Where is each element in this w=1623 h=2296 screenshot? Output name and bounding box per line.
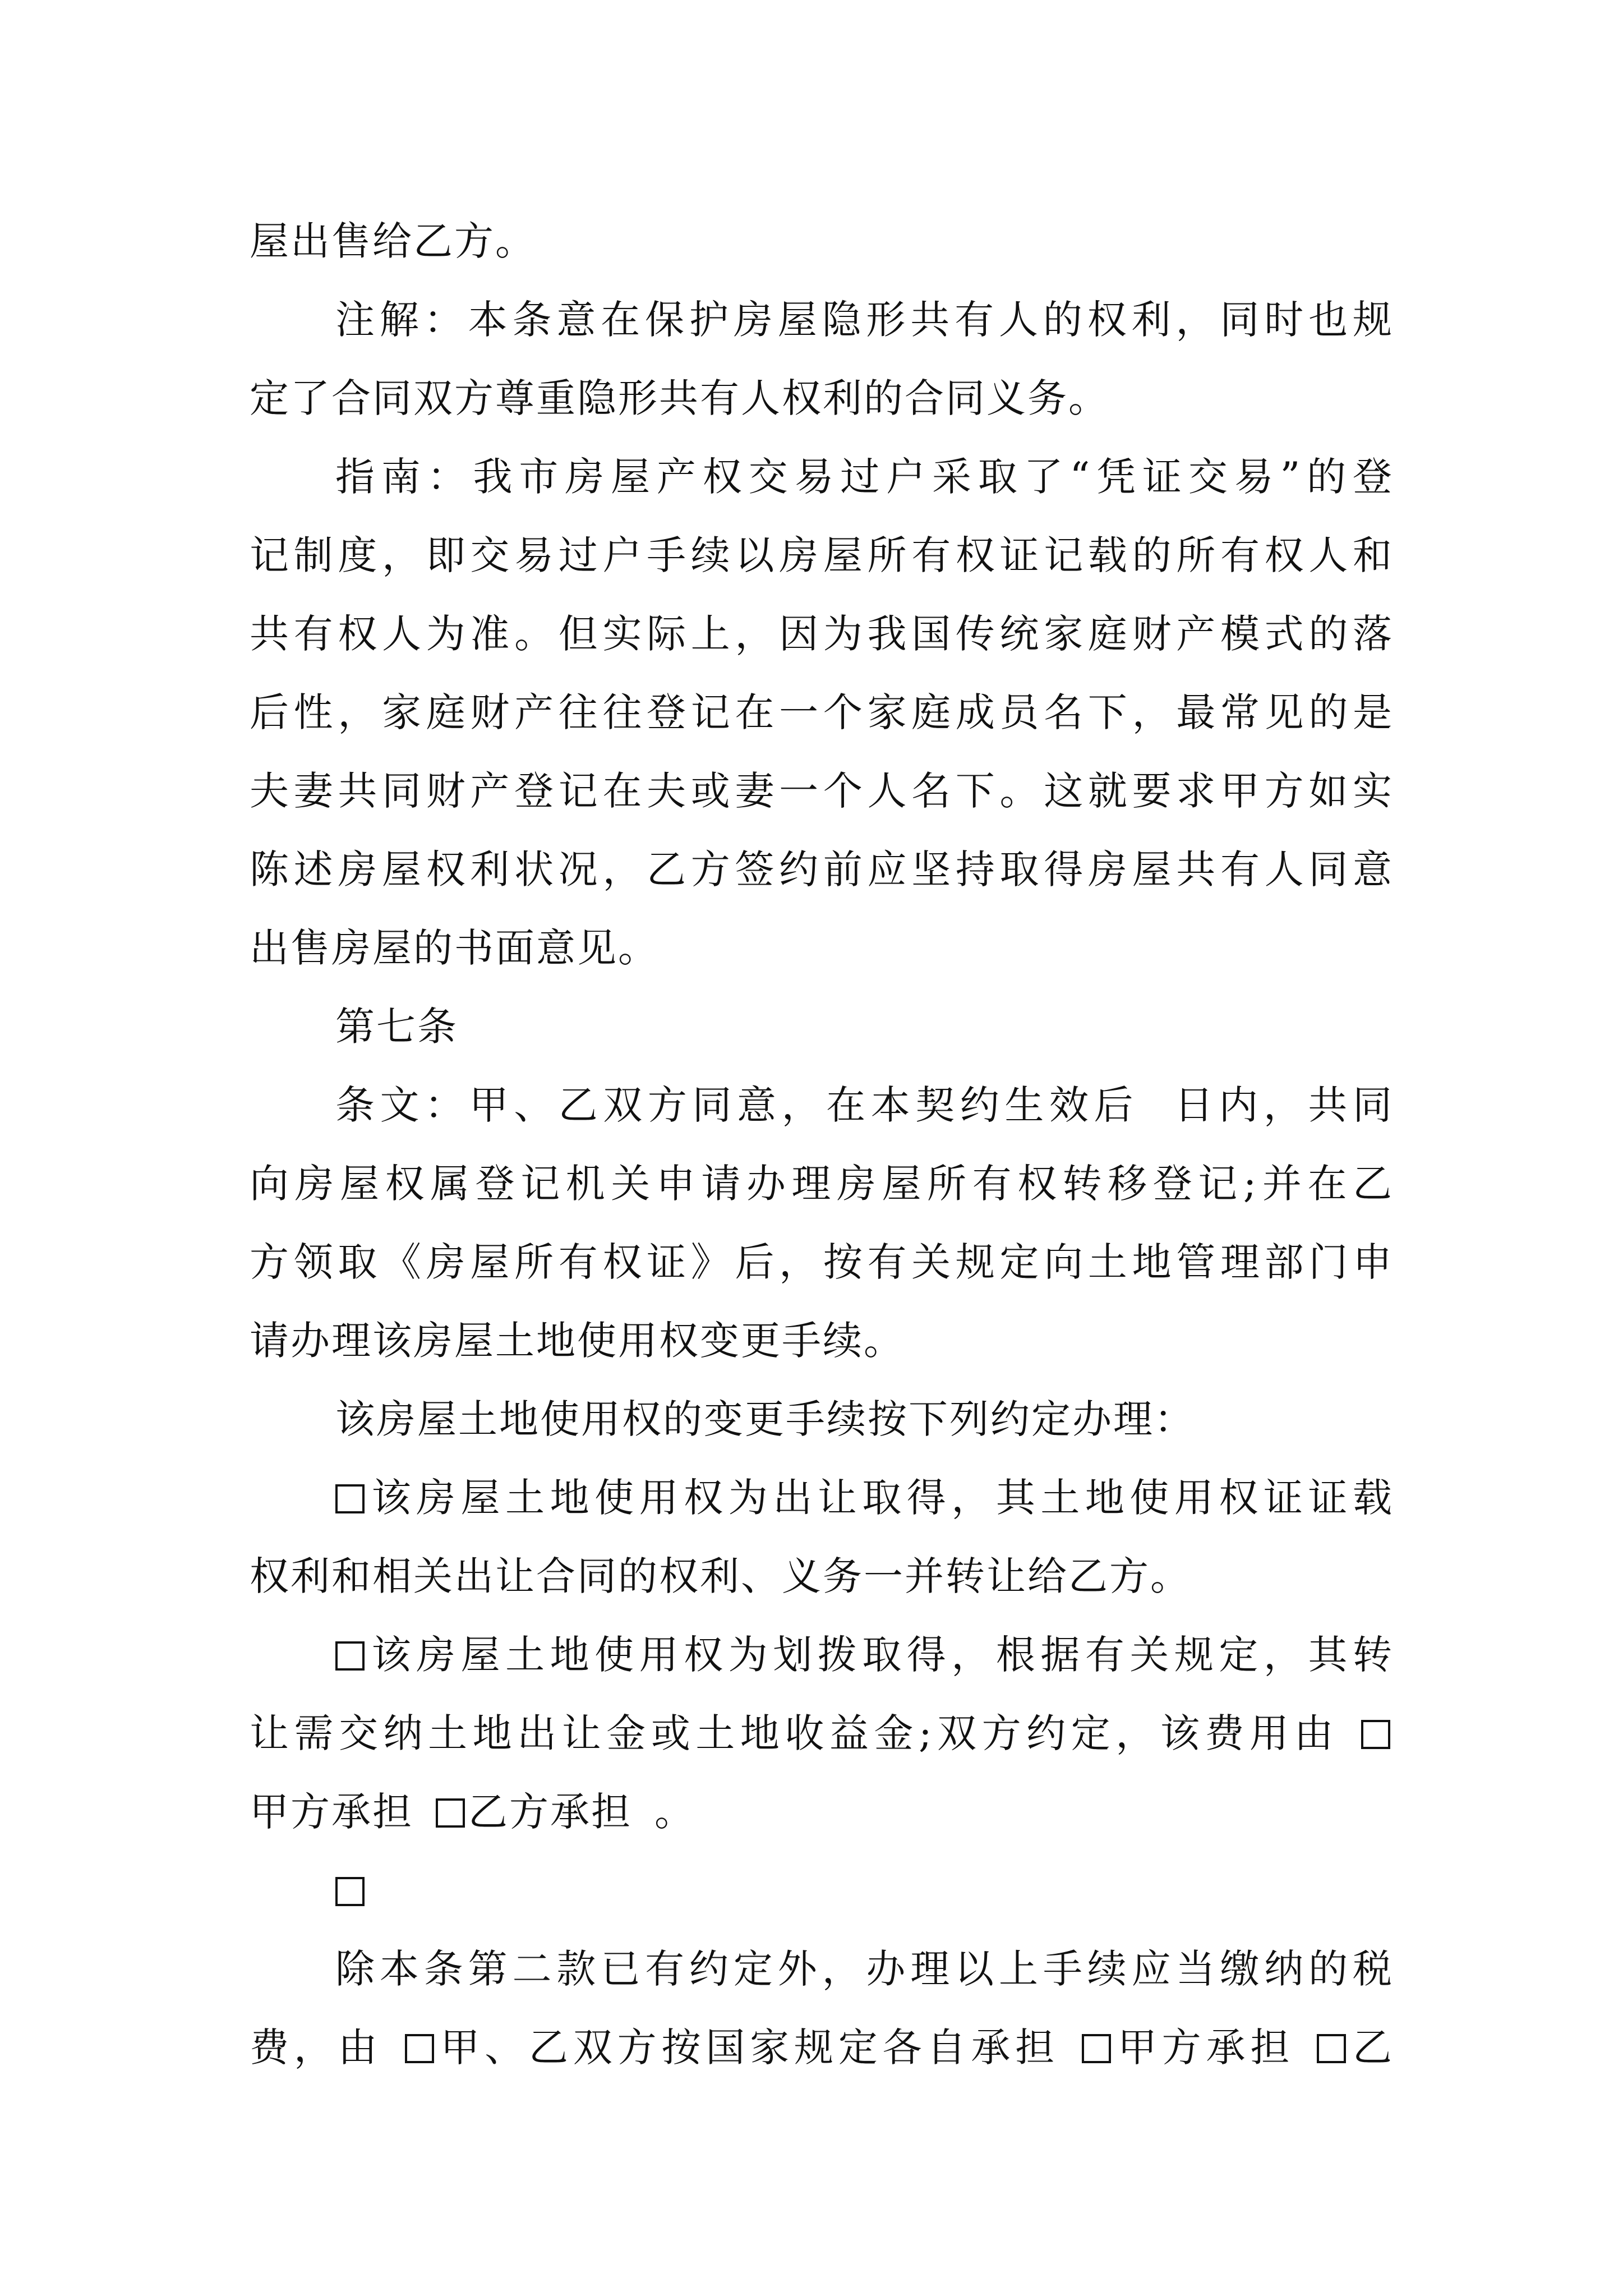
article-heading: 第七条 xyxy=(335,1004,458,1050)
checkbox-land-allocation[interactable] xyxy=(335,1641,365,1671)
tax-party-b-label: 乙 xyxy=(1349,2024,1394,2070)
checkbox-tax-party-b[interactable] xyxy=(1317,2034,1346,2063)
text-line-12: 条文：甲、乙双方同意，在本契约生效后 日内，共同 xyxy=(335,1082,1394,1128)
party-b-bears-fee-label: 乙方承担 xyxy=(468,1789,632,1835)
text-line-2: 注解：本条意在保护房屋隐形共有人的权利，同时也规 xyxy=(335,297,1394,343)
option-land-allocation-line-1 xyxy=(335,1621,1394,1688)
tax-party-a-label: 甲方承担 xyxy=(1114,2024,1295,2070)
text-line-8: 夫妻共同财产登记在夫或妻一个人名下。这就要求甲方如实 xyxy=(250,768,1394,814)
text-line-3: 定了合同双方尊重隐形共有人权利的合同义务。 xyxy=(250,375,1109,421)
option-land-allocation-label: 该房屋土地使用权为划拨取得，根据有关规定，其转 xyxy=(368,1632,1394,1678)
option-land-allocation-text: 让需交纳土地出让金或土地收益金;双方约定，该费用由 xyxy=(250,1710,1339,1756)
party-a-bears-fee-label: 甲方承担 xyxy=(250,1789,413,1835)
option-land-transfer-line-1 xyxy=(335,1464,1394,1531)
text-line-tax-1: 除本条第二款已有约定外，办理以上手续应当缴纳的税 xyxy=(335,1946,1394,1992)
option-land-transfer-line-2: 权利和相关出让合同的权利、义务一并转让给乙方。 xyxy=(250,1553,1191,1599)
checkbox-land-transfer[interactable] xyxy=(335,1484,365,1513)
checkbox-party-a-bears-fee[interactable] xyxy=(1361,1720,1390,1749)
text-line-15: 请办理该房屋土地使用权变更手续。 xyxy=(250,1318,905,1364)
text-line-14: 方领取《房屋所有权证》后，按有关规定向土地管理部门申 xyxy=(250,1239,1394,1285)
line-end-period: 。 xyxy=(654,1789,695,1835)
text-line-7: 后性，家庭财产往往登记在一个家庭成员名下，最常见的是 xyxy=(250,689,1394,735)
option-land-allocation-line-3 xyxy=(250,1778,1394,1846)
checkbox-party-b-bears-fee[interactable] xyxy=(436,1798,465,1828)
checkbox-tax-each-party[interactable] xyxy=(405,2034,434,2063)
tax-each-party-label: 甲、乙双方按国家规定各自承担 xyxy=(437,2024,1059,2070)
text-line-4: 指南：我市房屋产权交易过户采取了“凭证交易”的登 xyxy=(335,454,1394,500)
text-line-tax-2 xyxy=(250,2014,1394,2081)
text-line-10: 出售房屋的书面意见。 xyxy=(250,925,659,971)
text-line-1: 屋出售给乙方。 xyxy=(250,218,536,264)
text-line-13: 向房屋权属登记机关申请办理房屋所有权转移登记;并在乙 xyxy=(250,1161,1394,1207)
text-line-9: 陈述房屋权利状况，乙方签约前应坚持取得房屋共有人同意 xyxy=(250,846,1394,892)
text-line-16: 该房屋土地使用权的变更手续按下列约定办理： xyxy=(335,1396,1195,1442)
tax-borne-by-label: 费，由 xyxy=(250,2024,382,2070)
checkbox-other[interactable] xyxy=(335,1877,365,1906)
text-line-5: 记制度，即交易过户手续以房屋所有权证记载的所有权人和 xyxy=(250,532,1394,578)
option-other-line xyxy=(335,1857,1394,1924)
checkbox-tax-party-a[interactable] xyxy=(1082,2034,1111,2063)
option-land-transfer-label: 该房屋土地使用权为出让取得，其土地使用权证证载 xyxy=(368,1475,1394,1521)
option-land-allocation-line-2 xyxy=(250,1700,1394,1767)
text-line-6: 共有权人为准。但实际上，因为我国传统家庭财产模式的落 xyxy=(250,611,1394,657)
